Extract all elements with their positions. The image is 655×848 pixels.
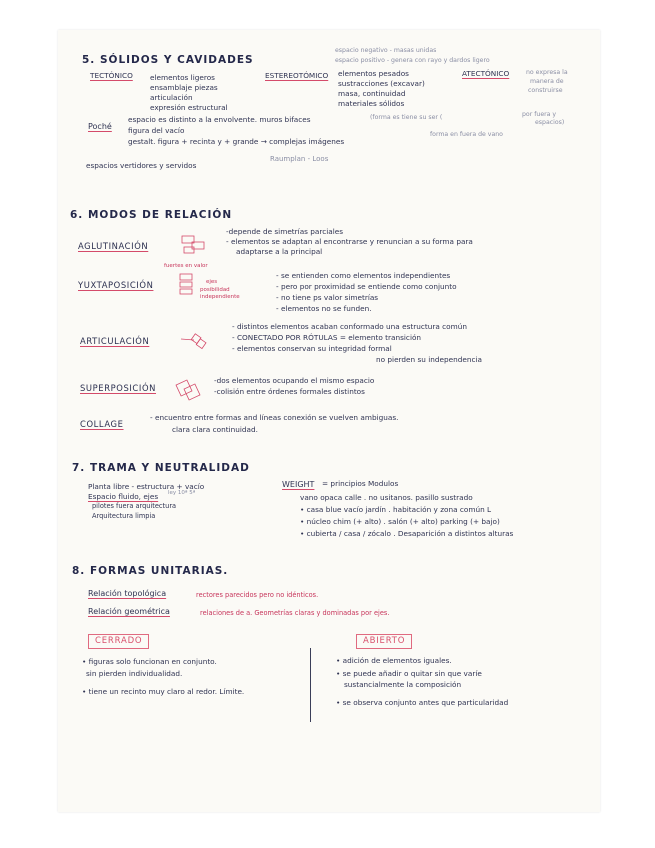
trama-left-item: Planta libre - estructura + vacío [88,482,205,491]
collage-line: - encuentro entre formas and líneas conexión se vuelven ambiguas. [150,413,399,422]
estereotomico-label: ESTEREOTÓMICO [265,71,329,80]
tectonico-label: TECTÓNICO [90,71,133,80]
cerrado-item: • figuras solo funcionan en conjunto. [82,657,217,666]
articulacion-item: - elementos conservan su integridad formal [232,344,392,353]
cerrado-item: sin pierden individualidad. [86,669,183,678]
yuxtaposicion-item: - no tiene ps valor simetrías [276,293,379,302]
trama-left-note: ley 10ª 5ª [168,490,196,496]
abierto-item: • se puede añadir o quitar sin que varíe [336,669,482,678]
espacios-text: espacios vertidores y servidos [86,161,197,170]
poche-label: Poché [88,122,112,131]
superposicion-item: -dos elementos ocupando el mismo espacio [214,376,375,385]
weight-item: • cubierta / casa / zócalo . Desaparición a distintos alturas [300,529,514,538]
yuxtaposicion-item: - se entienden como elementos independientes [276,271,451,280]
topologica-label: Relación topológica [88,589,167,598]
tectonico-item: articulación [150,93,193,102]
section-8-title: 8. FORMAS UNITARIAS. [72,565,229,577]
atectonico-item: no expresa la [526,69,568,76]
weight-head: = principios Modulos [322,479,399,488]
poche-note: (forma es tiene su ser ( [370,114,443,121]
superposicion-sketch-icon [174,378,204,404]
aglutinacion-item: adaptarse a la principal [236,247,323,256]
yuxtaposicion-note: fuertes en valor [164,263,208,269]
estereotomico-item: materiales sólidos [338,99,405,108]
poche-note: espacios) [535,119,565,126]
estereotomico-item: masa, continuidad [338,89,406,98]
cerrado-item: • tiene un recinto muy claro al redor. Límite. [82,687,245,696]
trama-left-item: Arquitectura limpia [92,512,156,520]
geometrica-label: Relación geométrica [88,607,170,616]
aglutinacion-label: AGLUTINACIÓN [78,241,149,251]
weight-item: vano opaca calle . no usitanos. pasillo sustrado [300,493,473,502]
atectonico-item: manera de [530,78,564,85]
column-divider [310,648,311,722]
atectonico-label: ATECTÓNICO [462,69,510,78]
section-6-title: 6. MODOS DE RELACIÓN [70,209,233,221]
estereotomico-item: elementos pesados [338,69,409,78]
weight-item: • núcleo chim (+ alto) . salón (+ alto) parking (+ bajo) [300,517,500,526]
poche-note: por fuera y [522,111,557,118]
tectonico-item: ensamblaje piezas [150,83,218,92]
trama-left-item: pilotes fuera arquitectura [92,502,177,510]
raumplan-note: Raumplan - Loos [270,155,329,163]
abierto-item: • se observa conjunto antes que particularidad [336,698,509,707]
abierto-box: ABIERTO [356,634,412,649]
articulacion-sketch-icon [180,332,208,350]
poche-line: figura del vacío [128,126,185,135]
articulacion-item: no pierden su independencia [376,355,483,364]
aglutinacion-sketch-icon [180,234,210,256]
abierto-item: sustancialmente la composición [344,680,462,689]
weight-label: WEIGHT [282,480,315,489]
superposicion-label: SUPERPOSICIÓN [80,383,157,393]
trama-left-item: Espacio fluido, ejes [88,492,159,501]
atectonico-item: construirse [528,87,563,94]
yuxtaposicion-note: ejes [206,279,218,285]
section-5-title: 5. SÓLIDOS Y CAVIDADES [82,54,254,66]
yuxtaposicion-note: posibilidad [200,287,230,293]
cerrado-box: CERRADO [88,634,149,649]
tectonico-item: expresión estructural [150,103,228,112]
espacio-note: espacio positivo - genera con rayo y dardos ligero [335,57,490,64]
collage-line: clara clara continuidad. [172,425,258,434]
articulacion-item: - distintos elementos acaban conformado una estructura común [232,322,467,331]
yuxtaposicion-label: YUXTAPOSICIÓN [78,280,154,290]
superposicion-item: -colisión entre órdenes formales distintos [214,387,365,396]
geometrica-note: relaciones de a. Geometrías claras y dominadas por ejes. [200,609,390,617]
poche-line: espacio es distinto a la envolvente. muros bifaces [128,115,311,124]
abierto-item: • adición de elementos iguales. [336,656,452,665]
section-7-title: 7. TRAMA Y NEUTRALIDAD [72,462,250,474]
topologica-note: rectores parecidos pero no idénticos. [196,591,319,599]
poche-line: gestalt. figura + recinta y + grande → complejas imágenes [128,137,345,146]
aglutinacion-item: - elementos se adaptan al encontrarse y renuncian a su forma para [226,237,473,246]
yuxtaposicion-item: - pero por proximidad se entiende como conjunto [276,282,457,291]
aglutinacion-item: -depende de simetrías parciales [226,227,344,236]
estereotomico-item: sustracciones (excavar) [338,79,425,88]
tectonico-item: elementos ligeros [150,73,215,82]
espacio-note: espacio negativo - masas unidas [335,47,437,54]
collage-label: COLLAGE [80,419,124,429]
articulacion-label: ARTICULACIÓN [80,336,150,346]
poche-note: forma en fuera de vano [430,131,503,138]
articulacion-item: - CONECTADO POR RÓTULAS = elemento transición [232,333,422,342]
yuxtaposicion-note: independiente [200,294,240,300]
weight-item: • casa blue vacío jardín . habitación y zona común L [300,505,492,514]
yuxtaposicion-item: - elementos no se funden. [276,304,372,313]
